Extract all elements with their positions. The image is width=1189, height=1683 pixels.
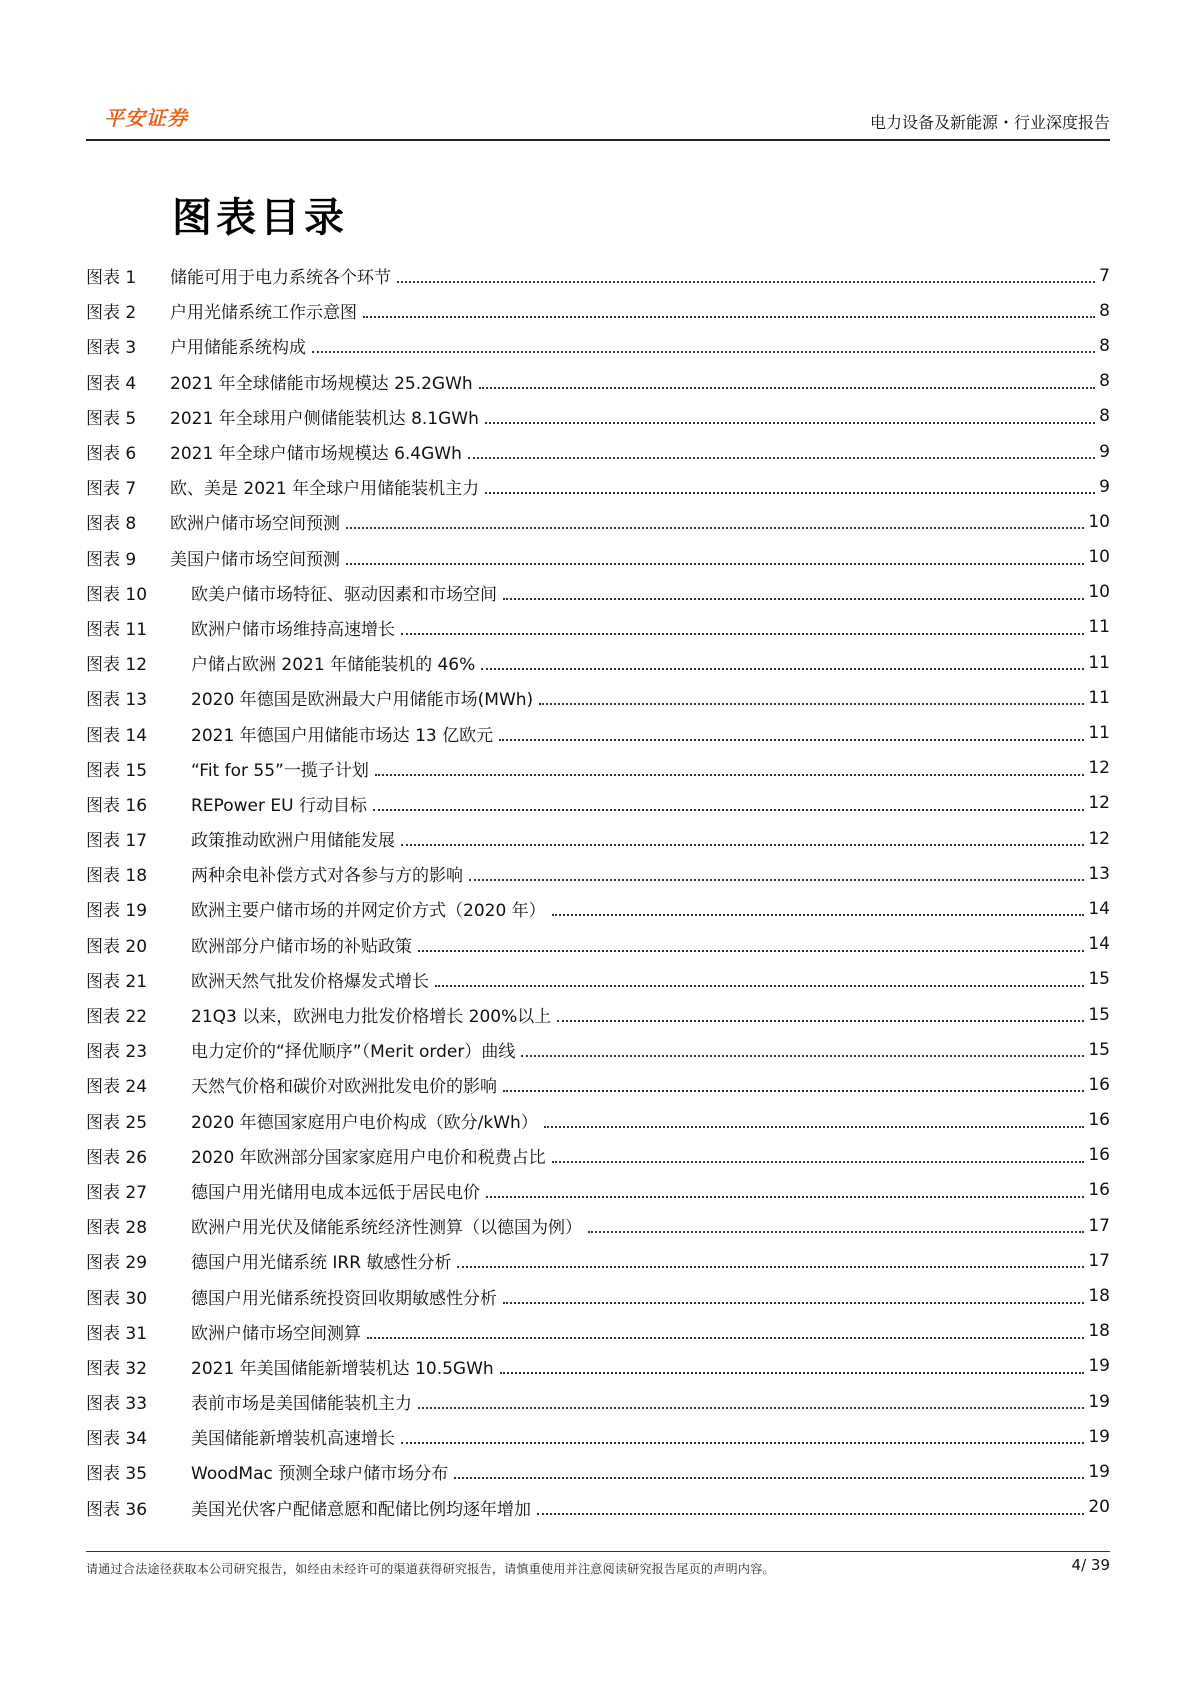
toc-dot-leader	[401, 632, 1084, 635]
toc-entry-label: 图表 12	[86, 655, 148, 676]
toc-entry-label: 图表 7	[86, 479, 137, 500]
toc-dot-leader	[367, 1336, 1084, 1339]
toc-dot-leader	[500, 1371, 1085, 1374]
toc-entry-page: 19	[1088, 1426, 1110, 1447]
toc-dot-leader	[485, 491, 1095, 494]
toc-entry-title: 欧洲户储市场维持高速增长	[191, 619, 395, 640]
toc-entry[interactable]	[86, 927, 1110, 962]
toc-entry-label: 图表 29	[86, 1253, 148, 1274]
toc-dot-leader	[479, 386, 1095, 389]
toc-dot-leader	[373, 808, 1084, 811]
toc-entry-title: 欧洲部分户储市场的补贴政策	[191, 936, 412, 957]
toc-dot-leader	[539, 702, 1084, 705]
toc-entry-page: 18	[1088, 1321, 1110, 1342]
toc-entry-page: 17	[1088, 1250, 1110, 1271]
toc-entry-label: 图表 22	[86, 1007, 148, 1028]
toc-entry-title: 户储占欧洲 2021 年储能装机的 46%	[191, 655, 476, 676]
toc-dot-leader	[454, 1476, 1084, 1479]
toc-entry-title: 美国储能新增装机高速增长	[191, 1429, 395, 1450]
toc-entry[interactable]	[86, 680, 1110, 715]
toc-dot-leader	[346, 562, 1084, 565]
toc-entry-page: 14	[1088, 898, 1110, 919]
toc-entry-title: 欧洲天然气批发价格爆发式增长	[191, 971, 429, 992]
toc-dot-leader	[469, 878, 1084, 881]
page-title: 图表目录	[172, 195, 348, 241]
toc-entry-title: 德国户用光储系统 IRR 敏感性分析	[191, 1253, 452, 1274]
toc-entry-title: 欧洲户用光伏及储能系统经济性测算（以德国为例）	[191, 1218, 582, 1239]
toc-entry-page: 11	[1088, 723, 1110, 744]
toc-entry[interactable]	[86, 786, 1110, 821]
toc-dot-leader	[363, 315, 1095, 318]
toc-entry-page: 12	[1088, 758, 1110, 779]
toc-entry[interactable]	[86, 715, 1110, 750]
toc-dot-leader	[503, 1301, 1084, 1304]
toc-entry-title: 2021 年全球用户侧储能装机达 8.1GWh	[170, 408, 479, 429]
toc-dot-leader	[521, 1054, 1084, 1057]
toc-entry[interactable]	[86, 1067, 1110, 1102]
toc-entry[interactable]	[86, 645, 1110, 680]
toc-entry[interactable]	[86, 504, 1110, 539]
toc-entry-title: 2020 年欧洲部分国家家庭用户电价和税费占比	[191, 1147, 546, 1168]
toc-dot-leader	[499, 738, 1084, 741]
toc-entry[interactable]	[86, 364, 1110, 399]
toc-entry-title: 欧美户储市场特征、驱动因素和市场空间	[191, 584, 497, 605]
toc-entry[interactable]	[86, 1032, 1110, 1067]
toc-entry-title: 2021 年全球储能市场规模达 25.2GWh	[170, 373, 473, 394]
toc-entry-title: 户用储能系统构成	[170, 338, 306, 359]
toc-dot-leader	[552, 913, 1085, 916]
toc-entry-page: 8	[1099, 406, 1110, 427]
toc-entry-page: 15	[1088, 969, 1110, 990]
toc-entry-label: 图表 34	[86, 1429, 148, 1450]
toc-entry-page: 19	[1088, 1356, 1110, 1377]
toc-entry-title: 欧洲户储市场空间预测	[170, 514, 340, 535]
toc-entry-title: 美国户储市场空间预测	[170, 549, 340, 570]
toc-entry-title: 政策推动欧洲户用储能发展	[191, 831, 395, 852]
toc-entry-title: 欧洲户储市场空间测算	[191, 1323, 361, 1344]
toc-entry-page: 16	[1088, 1180, 1110, 1201]
toc-dot-leader	[312, 350, 1095, 353]
toc-entry-label: 图表 20	[86, 936, 148, 957]
toc-entry-title: 2021 年德国户用储能市场达 13 亿欧元	[191, 725, 494, 746]
toc-entry-page: 12	[1088, 793, 1110, 814]
toc-entry-label: 图表 31	[86, 1323, 148, 1344]
toc-entry-page: 7	[1099, 265, 1110, 286]
toc-entry[interactable]	[86, 891, 1110, 926]
toc-entry-title: 电力定价的“择优顺序”（Merit order）曲线	[191, 1042, 516, 1063]
toc-entry-page: 8	[1099, 371, 1110, 392]
toc-dot-leader	[418, 1406, 1084, 1409]
toc-dot-leader	[552, 1160, 1085, 1163]
toc-dot-leader	[503, 1089, 1084, 1092]
toc-entry-title: 德国户用光储用电成本远低于居民电价	[191, 1182, 480, 1203]
toc-entry[interactable]	[86, 610, 1110, 645]
toc-dot-leader	[375, 773, 1085, 776]
toc-entry-title: 欧、美是 2021 年全球户用储能装机主力	[170, 479, 480, 500]
toc-entry-label: 图表 9	[86, 549, 137, 570]
toc-entry[interactable]	[86, 997, 1110, 1032]
footer-disclaimer: 请通过合法途径获取本公司研究报告，如经由未经许可的渠道获得研究报告，请慎重使用并注意阅读研究报告尾页的声明内容。	[86, 1562, 775, 1576]
toc-entry-label: 图表 25	[86, 1112, 148, 1133]
toc-dot-leader	[346, 526, 1084, 529]
toc-entry-label: 图表 28	[86, 1218, 148, 1239]
toc-entry-page: 16	[1088, 1074, 1110, 1095]
toc-entry-label: 图表 32	[86, 1358, 148, 1379]
toc-entry[interactable]	[86, 328, 1110, 363]
toc-entry-label: 图表 24	[86, 1077, 148, 1098]
toc-dot-leader	[468, 456, 1095, 459]
toc-entry-page: 9	[1099, 441, 1110, 462]
toc-dot-leader	[537, 1512, 1084, 1515]
toc-entry-page: 11	[1088, 617, 1110, 638]
toc-entry-label: 图表 36	[86, 1499, 148, 1520]
footer-divider	[86, 1551, 1110, 1552]
toc-entry-label: 图表 21	[86, 971, 148, 992]
toc-entry-page: 14	[1088, 934, 1110, 955]
toc-entry-label: 图表 16	[86, 795, 148, 816]
toc-entry[interactable]	[86, 1490, 1110, 1525]
toc-dot-leader	[557, 1019, 1084, 1022]
figure-list	[86, 258, 1110, 1525]
toc-entry-label: 图表 4	[86, 373, 137, 394]
toc-entry[interactable]	[86, 962, 1110, 997]
toc-entry-title: 2021 年全球户储市场规模达 6.4GWh	[170, 444, 462, 465]
toc-entry-label: 图表 15	[86, 760, 148, 781]
toc-entry-label: 图表 3	[86, 338, 137, 359]
toc-entry-page: 16	[1088, 1110, 1110, 1131]
toc-entry-title: 美国光伏客户配储意愿和配储比例均逐年增加	[191, 1499, 531, 1520]
toc-entry[interactable]	[86, 434, 1110, 469]
toc-entry[interactable]	[86, 1454, 1110, 1489]
toc-entry-page: 12	[1088, 828, 1110, 849]
toc-entry-title: WoodMac 预测全球户储市场分布	[191, 1464, 449, 1485]
toc-entry-page: 18	[1088, 1286, 1110, 1307]
toc-entry[interactable]	[86, 856, 1110, 891]
toc-entry-page: 8	[1099, 335, 1110, 356]
toc-entry-title: 储能可用于电力系统各个环节	[170, 268, 391, 289]
toc-entry-title: REPower EU 行动目标	[191, 795, 367, 816]
toc-entry-label: 图表 23	[86, 1042, 148, 1063]
toc-entry-title: 德国户用光储系统投资回收期敏感性分析	[191, 1288, 497, 1309]
toc-entry-page: 10	[1088, 582, 1110, 603]
toc-dot-leader	[401, 1441, 1084, 1444]
toc-entry-label: 图表 26	[86, 1147, 148, 1168]
toc-dot-leader	[481, 667, 1084, 670]
toc-entry-page: 8	[1099, 300, 1110, 321]
toc-entry[interactable]	[86, 1208, 1110, 1243]
toc-entry-label: 图表 5	[86, 408, 137, 429]
toc-entry-page: 19	[1088, 1461, 1110, 1482]
toc-entry-title: 2020 年德国是欧洲最大户用储能市场(MWh)	[191, 690, 534, 711]
toc-entry-page: 11	[1088, 652, 1110, 673]
toc-entry-page: 13	[1088, 863, 1110, 884]
toc-entry-page: 17	[1088, 1215, 1110, 1236]
toc-entry-label: 图表 1	[86, 268, 137, 289]
toc-dot-leader	[401, 843, 1084, 846]
toc-entry-title: 户用光储系统工作示意图	[170, 303, 357, 324]
toc-dot-leader	[457, 1265, 1084, 1268]
toc-entry-page: 19	[1088, 1391, 1110, 1412]
toc-entry[interactable]	[86, 1278, 1110, 1313]
toc-entry-page: 10	[1088, 547, 1110, 568]
toc-entry-label: 图表 33	[86, 1394, 148, 1415]
toc-entry-title: 表前市场是美国储能装机主力	[191, 1394, 412, 1415]
toc-entry-label: 图表 8	[86, 514, 137, 535]
toc-entry-page: 10	[1088, 511, 1110, 532]
toc-entry[interactable]	[86, 399, 1110, 434]
toc-entry[interactable]	[86, 821, 1110, 856]
toc-entry-page: 9	[1099, 476, 1110, 497]
toc-entry-page: 20	[1088, 1497, 1110, 1518]
toc-entry[interactable]	[86, 469, 1110, 504]
header-divider	[86, 139, 1110, 141]
toc-entry-title: 21Q3 以来，欧洲电力批发价格增长 200%以上	[191, 1007, 552, 1028]
page-number: 4/ 39	[1071, 1556, 1110, 1574]
toc-dot-leader	[503, 597, 1084, 600]
toc-entry[interactable]	[86, 1103, 1110, 1138]
toc-entry-page: 16	[1088, 1145, 1110, 1166]
toc-entry-title: 2020 年德国家庭用户电价构成（欧分/kWh）	[191, 1112, 538, 1133]
toc-entry-page: 15	[1088, 1004, 1110, 1025]
toc-entry-title: 天然气价格和碳价对欧洲批发电价的影响	[191, 1077, 497, 1098]
toc-entry[interactable]	[86, 1243, 1110, 1278]
toc-dot-leader	[486, 1195, 1084, 1198]
toc-entry-page: 15	[1088, 1039, 1110, 1060]
toc-entry-label: 图表 18	[86, 866, 148, 887]
toc-entry-label: 图表 27	[86, 1182, 148, 1203]
toc-entry-label: 图表 17	[86, 831, 148, 852]
toc-entry-page: 11	[1088, 687, 1110, 708]
toc-entry[interactable]	[86, 751, 1110, 786]
toc-entry[interactable]	[86, 1173, 1110, 1208]
toc-entry-label: 图表 11	[86, 619, 148, 640]
brand-logo: 平安证券	[104, 106, 188, 130]
toc-dot-leader	[397, 280, 1095, 283]
toc-entry-label: 图表 10	[86, 584, 148, 605]
toc-dot-leader	[544, 1125, 1085, 1128]
toc-entry-label: 图表 14	[86, 725, 148, 746]
toc-dot-leader	[435, 984, 1084, 987]
toc-entry[interactable]	[86, 1419, 1110, 1454]
toc-dot-leader	[588, 1230, 1084, 1233]
toc-dot-leader	[418, 949, 1084, 952]
toc-entry-label: 图表 35	[86, 1464, 148, 1485]
toc-entry-label: 图表 19	[86, 901, 148, 922]
toc-entry-title: “Fit for 55”一揽子计划	[191, 760, 369, 781]
toc-entry[interactable]	[86, 1314, 1110, 1349]
toc-entry-label: 图表 13	[86, 690, 148, 711]
toc-entry[interactable]	[86, 540, 1110, 575]
report-category: 电力设备及新能源・行业深度报告	[869, 113, 1110, 132]
toc-entry[interactable]	[86, 1384, 1110, 1419]
toc-entry[interactable]	[86, 575, 1110, 610]
toc-entry-label: 图表 6	[86, 444, 137, 465]
toc-entry[interactable]	[86, 1138, 1110, 1173]
toc-entry-label: 图表 2	[86, 303, 137, 324]
toc-dot-leader	[485, 421, 1095, 424]
toc-entry-title: 2021 年美国储能新增装机达 10.5GWh	[191, 1358, 494, 1379]
toc-entry[interactable]	[86, 293, 1110, 328]
page-header	[86, 102, 1110, 142]
toc-entry-title: 欧洲主要户储市场的并网定价方式（2020 年）	[191, 901, 546, 922]
toc-entry-title: 两种余电补偿方式对各参与方的影响	[191, 866, 463, 887]
toc-entry[interactable]	[86, 258, 1110, 293]
toc-entry[interactable]	[86, 1349, 1110, 1384]
toc-entry-label: 图表 30	[86, 1288, 148, 1309]
